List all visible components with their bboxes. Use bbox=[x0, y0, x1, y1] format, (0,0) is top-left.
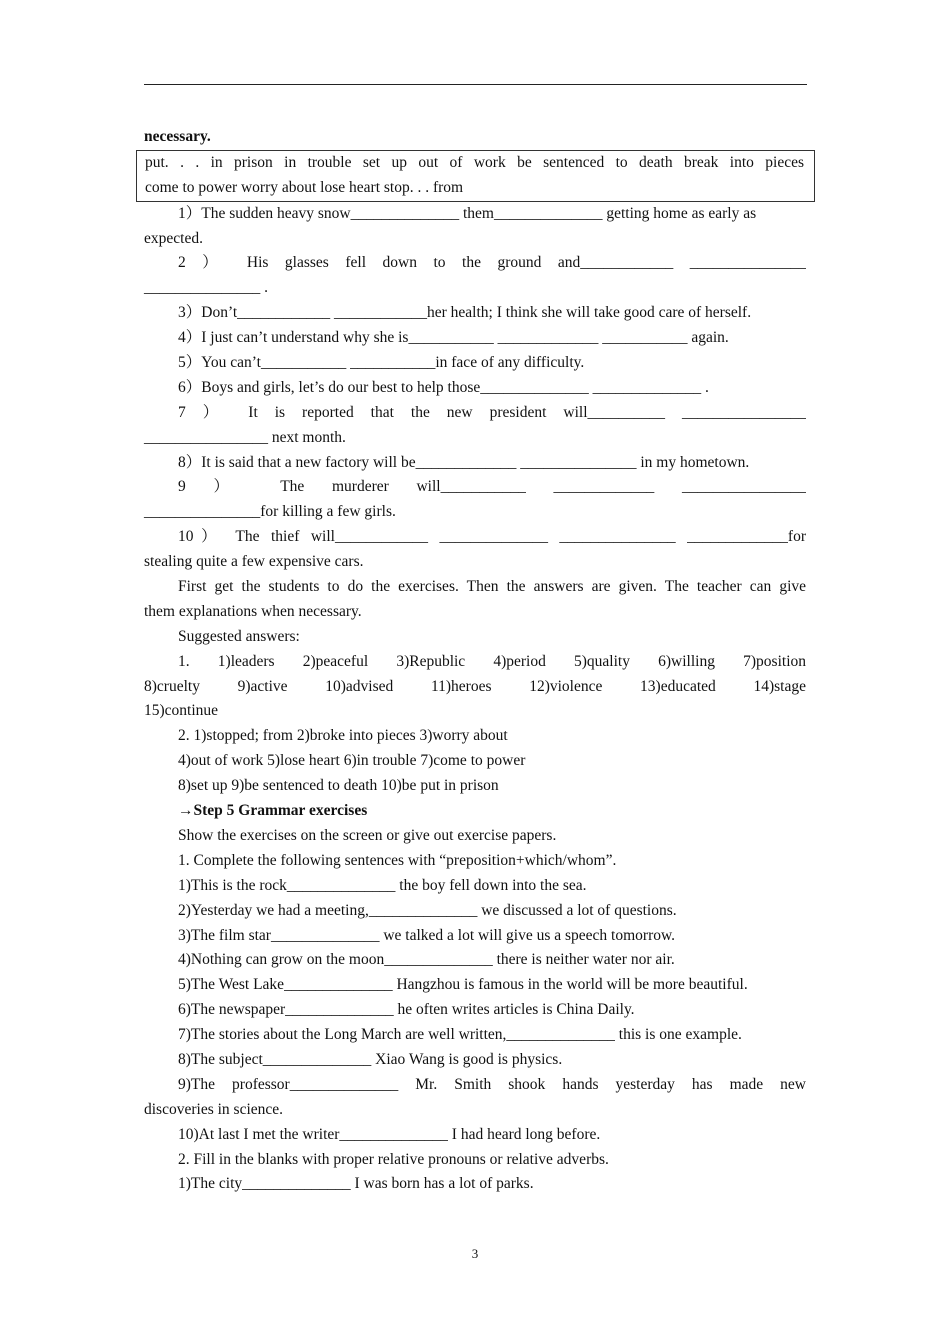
exercise-line: 1）The sudden heavy snow______________ them______________ getting home as early as bbox=[178, 204, 757, 222]
page-content bbox=[144, 125, 806, 1197]
heading-fragment: necessary. bbox=[144, 128, 211, 145]
exercise-line: 7 ） It is reported that the new president will__________ ________________ bbox=[178, 403, 806, 421]
exercise-line: 8)The subject______________ Xiao Wang is good is physics. bbox=[178, 1050, 563, 1068]
answers-heading: Suggested answers: bbox=[178, 627, 300, 645]
exercise-line: 6)The newspaper______________ he often writes articles is China Daily. bbox=[178, 1001, 635, 1019]
exercise-line: stealing quite a few expensive cars. bbox=[144, 553, 364, 571]
paragraph-line: Show the exercises on the screen or give out exercise papers. bbox=[178, 826, 557, 844]
exercise-line: 4)Nothing can grow on the moon______________ there is neither water nor air. bbox=[178, 951, 675, 969]
phrase-box bbox=[136, 150, 815, 202]
exercise-line: _______________for killing a few girls. bbox=[144, 503, 396, 521]
exercise-line: 5）You can’t___________ ___________in face of any difficulty. bbox=[178, 354, 585, 372]
exercise-line: 1)This is the rock______________ the boy fell down into the sea. bbox=[178, 876, 587, 894]
paragraph-line: First get the students to do the exercises. Then the answers are given. The teacher can give bbox=[178, 578, 806, 596]
phrase-line: put. . . in prison in trouble set up out of work be sentenced to death break into pieces bbox=[145, 153, 804, 171]
exercise-line: ________________ next month. bbox=[144, 428, 346, 446]
exercise-line: 4）I just can’t understand why she is___________ _____________ ___________ again. bbox=[178, 329, 729, 347]
exercise-line: expected. bbox=[144, 229, 203, 247]
answer-line: 1. 1)leaders 2)peaceful 3)Republic 4)period 5)quality 6)willing 7)position bbox=[178, 652, 806, 670]
paragraph-line: them explanations when necessary. bbox=[144, 602, 362, 620]
step-heading: →Step 5 Grammar exercises bbox=[178, 802, 368, 820]
exercise-line: 10） The thief will____________ ______________ _______________ _____________for bbox=[178, 528, 806, 546]
exercise-line: 9)The professor______________ Mr. Smith shook hands yesterday has made new bbox=[178, 1075, 806, 1093]
instruction-line: 2. Fill in the blanks with proper relative pronouns or relative adverbs. bbox=[178, 1150, 609, 1168]
exercise-line: discoveries in science. bbox=[144, 1100, 284, 1118]
phrase-line: come to power worry about lose heart stop. . . from bbox=[145, 178, 464, 196]
answer-line: 2. 1)stopped; from 2)broke into pieces 3)worry about bbox=[178, 727, 508, 745]
exercise-line: _______________ . bbox=[144, 279, 268, 297]
header-rule bbox=[144, 84, 807, 85]
exercise-line: 9 ） The murderer will___________ _____________ ________________ bbox=[178, 478, 806, 496]
exercise-line: 10)At last I met the writer______________ I had heard long before. bbox=[178, 1125, 601, 1143]
answer-line: 4)out of work 5)lose heart 6)in trouble 7)come to power bbox=[178, 752, 526, 770]
exercise-line: 3)The film star______________ we talked a lot will give us a speech tomorrow. bbox=[178, 926, 676, 944]
answer-line: 8)set up 9)be sentenced to death 10)be put in prison bbox=[178, 777, 499, 795]
exercise-line: 1)The city______________ I was born has a lot of parks. bbox=[178, 1175, 534, 1193]
exercise-line: 8）It is said that a new factory will be_____________ _______________ in my hometown. bbox=[178, 453, 750, 471]
exercise-line: 2)Yesterday we had a meeting,______________ we discussed a lot of questions. bbox=[178, 901, 677, 919]
exercise-line: 3）Don’t____________ ____________her health; I think she will take good care of herself. bbox=[178, 304, 752, 322]
exercise-line: 2 ） His glasses fell down to the ground and____________ _______________ bbox=[178, 254, 806, 272]
instruction-line: 1. Complete the following sentences with “preposition+which/whom”. bbox=[178, 851, 617, 869]
page-number: 3 bbox=[471, 1246, 479, 1261]
answer-line: 8)cruelty 9)active 10)advised 11)heroes 12)violence 13)educated 14)stage bbox=[144, 677, 806, 695]
answer-line: 15)continue bbox=[144, 702, 219, 720]
exercise-line: 7)The stories about the Long March are well written,______________ this is one example. bbox=[178, 1026, 742, 1044]
exercise-line: 6）Boys and girls, let’s do our best to help those______________ ______________ . bbox=[178, 378, 709, 396]
exercise-line: 5)The West Lake______________ Hangzhou is famous in the world will be more beautiful. bbox=[178, 976, 748, 994]
